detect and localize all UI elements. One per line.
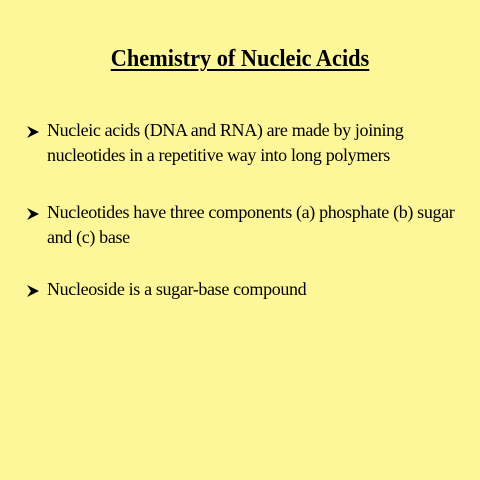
bullet-list (26, 118, 466, 334)
slide-title: Chemistry of Nucleic Acids (110, 46, 370, 72)
arrowhead-bullet-icon (26, 284, 40, 298)
bullet-text: Nucleoside is a sugar-base compound (47, 279, 307, 299)
bullet-text: Nucleotides have three components (a) phosphate (b) sugar and (c) base (47, 202, 455, 247)
arrowhead-bullet-icon (26, 125, 40, 139)
bullet-text: Nucleic acids (DNA and RNA) are made by joining nucleotides in a repetitive way into long polymers (47, 120, 404, 165)
arrowhead-bullet-icon (26, 207, 40, 221)
bullet-item (26, 118, 466, 168)
bullet-item (26, 277, 466, 302)
bullet-item (26, 200, 466, 250)
